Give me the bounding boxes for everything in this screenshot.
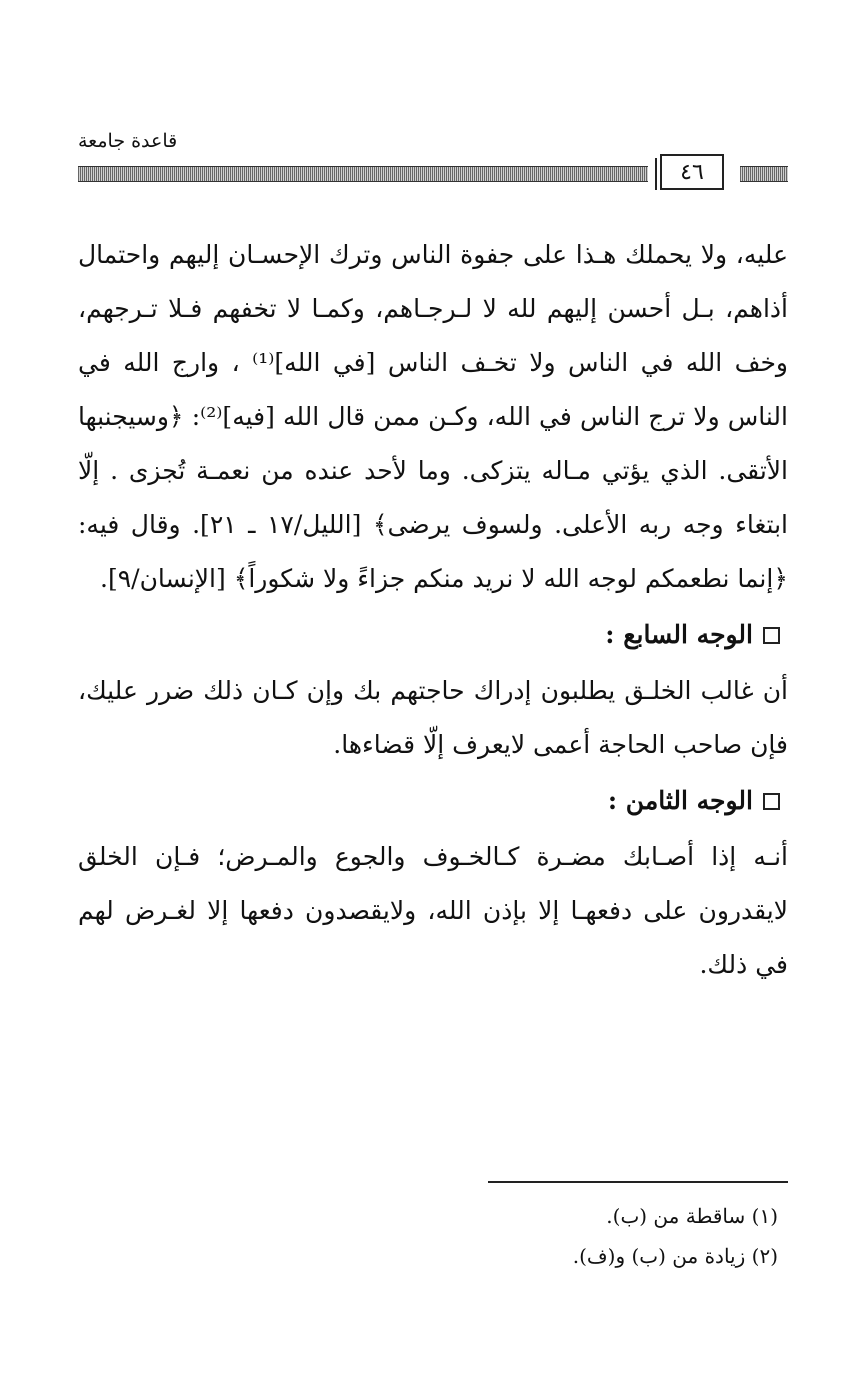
running-title: قاعدة جامعة	[78, 130, 178, 152]
section-heading-7-label: الوجه السابع :	[605, 620, 753, 649]
paragraph-7: أن غالب الخلـق يطلبون إدراك حاجتهم بك وإن كـان ذلك ضرر عليك، فإن صاحب الحاجة أعمى لايعرف إلّا قضاءها.	[78, 676, 788, 759]
paragraph-8: أنـه إذا أصـابك مضـرة كـالخـوف والجوع والمـرض؛ فـإن الخلق لايقدرون على دفعهـا إلا بإذن الله، ولايقصدون دفعها إلا لغـرض لهم في ذلك.	[78, 842, 788, 979]
square-bullet-icon	[763, 627, 780, 644]
section-heading-8-label: الوجه الثامن :	[607, 786, 753, 815]
footnote-1: (١) ساقطة من (ب).	[606, 1204, 778, 1228]
section-heading-8	[78, 772, 788, 830]
section-heading-7	[78, 606, 788, 664]
header-band-right	[740, 166, 788, 182]
main-text	[78, 228, 788, 992]
footnotes	[78, 1196, 778, 1276]
paragraph-1: عليه، ولا يحملك هـذا على جفوة الناس وترك الإحسـان إليهم واحتمال أذاهم، بـل أحسن إليهم لله لا لـرجـاهم، وكمـا لا تخفهم فـلا تـرجهم، وخف الله في الناس ولا تخـف الناس [في الله]⁽¹⁾ ، وارج الله في الناس ولا ترج الناس في الله، وكـن ممن قال الله [فيه]⁽²⁾: ﴿وسيجنبها الأتقى. الذي يؤتي مـاله يتزكى. وما لأحد عنده من نعمـة تُجزى . إلّا ابتغاء وجه ربه الأعلى. ولسوف يرضى﴾ [الليل/١٧ ـ ٢١]. وقال فيه: ﴿إنما نطعمكم لوجه الله لا نريد منكم جزاءً ولا شكوراً﴾ [الإنسان/٩].	[78, 240, 788, 593]
square-bullet-icon	[763, 793, 780, 810]
footnote-2: (٢) زيادة من (ب) و(ف).	[572, 1244, 778, 1268]
page-number: ٤٦	[660, 154, 724, 190]
header-band-left	[78, 166, 648, 182]
footnote-separator	[488, 1181, 788, 1183]
